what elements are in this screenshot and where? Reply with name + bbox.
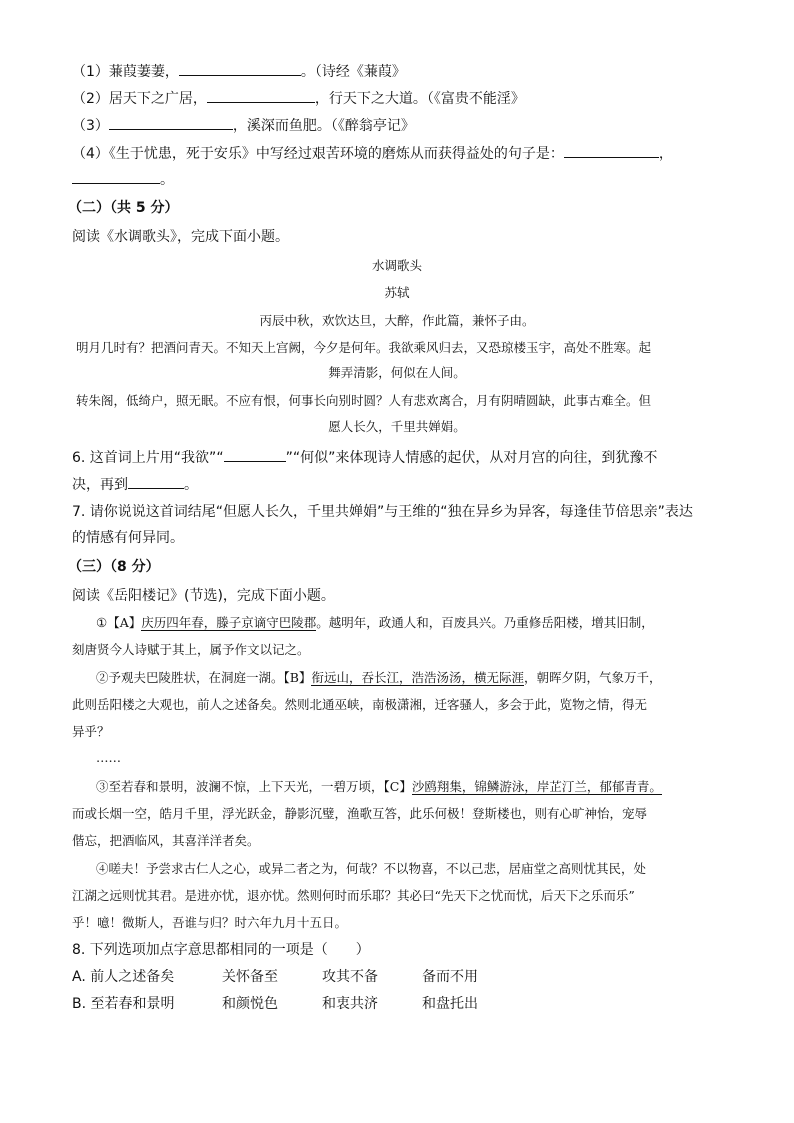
question-8: 8. 下列选项加点字意思都相同的一项是（ ） [72, 942, 370, 958]
q5-3-text: （3） [72, 118, 109, 134]
question-6-line-1 [72, 446, 657, 468]
option-b-item: 和颜悦色 [222, 996, 278, 1012]
passage-line: 江湖之远则忧其君。是进亦忧，退亦忧。然则何时而乐耶？其必曰“先天下之忧而忧，后天下之乐而乐” [72, 888, 635, 903]
underlined-sentence-c: 沙鸥翔集，锦鳞游泳，岸芷汀兰，郁郁青青。 [411, 779, 662, 794]
q5-line-3 [72, 114, 415, 136]
q5-2-source: ，行天下之大道。（《富贵不能淫》 [314, 91, 525, 107]
answer-blank[interactable] [109, 114, 233, 130]
passage-text: ②予观夫巴陵胜状，在洞庭一湖。【B】 [96, 670, 312, 685]
option-a-item: 备而不用 [422, 969, 478, 985]
poem-line: 转朱阁，低绮户，照无眠。不应有恨，何事长向别时圆？人有悲欢离合，月有阴晴圆缺，此事古难全。但 [76, 393, 652, 408]
q5-3-source: ，溪深而鱼肥。（《醉翁亭记》 [232, 118, 415, 134]
passage-text: ，朝晖夕阴，气象万千， [523, 670, 662, 685]
poem-preface: 丙辰中秋，欢饮达旦，大醉，作此篇，兼怀子由。 [259, 313, 535, 328]
passage-line: 而或长烟一空，皓月千里，浮光跃金，静影沉璧，渔歌互答，此乐何极！登斯楼也，则有心旷神怡，宠辱 [72, 806, 648, 821]
q6-text: 。 [184, 477, 198, 493]
passage-line: 异乎？ [72, 724, 110, 739]
poem-line: 明月几时有？把酒问青天。不知天上宫阙，今夕是何年。我欲乘风归去，又恐琼楼玉宇，高处不胜寒。起 [76, 340, 652, 355]
section-2-heading: （二）（共 5 分） [68, 200, 179, 216]
q5-5-end: 。 [160, 172, 174, 188]
option-b-item: 和衷共济 [322, 996, 378, 1012]
question-7-line-2: 的情感有何异同。 [72, 530, 184, 546]
passage-text: ③至若春和景明，波澜不惊，上下天光，一碧万顷，【C】 [96, 779, 412, 794]
option-a-item: 攻其不备 [322, 969, 378, 985]
section-2-intro: 阅读《水调歌头》，完成下面小题。 [72, 229, 289, 245]
section-3-intro: 阅读《岳阳楼记》(节选)，完成下面小题。 [72, 588, 335, 604]
answer-blank[interactable] [564, 142, 659, 158]
q5-1-text: （1）蒹葭萋萋， [72, 64, 179, 80]
passage-line: ④嗟夫！予尝求古仁人之心，或异二者之为，何哉？不以物喜，不以己悲，居庙堂之高则忧其民，处 [96, 861, 647, 876]
poem-line: 愿人长久，千里共婵娟。 [328, 419, 466, 434]
passage-line [96, 777, 662, 797]
passage-text: ①【A】 [96, 615, 142, 630]
underlined-sentence-a: 庆历四年春，滕子京谪守巴陵郡 [141, 615, 317, 630]
passage-line: 此则岳阳楼之大观也，前人之述备矣。然则北通巫峡，南极潇湘，迁客骚人，多会于此，览物之情，得无 [72, 697, 648, 712]
ellipsis: …… [96, 750, 121, 765]
question-6-line-2 [72, 473, 198, 495]
passage-line: 乎！噫！微斯人，吾谁与归？时六年九月十五日。 [72, 915, 348, 930]
passage-text: 。越明年，政通人和，百废具兴。乃重修岳阳楼，增其旧制， [316, 615, 654, 630]
answer-blank[interactable] [72, 168, 160, 184]
q5-4-sep: ， [658, 146, 673, 162]
q6-text: 决，再到 [72, 477, 128, 493]
passage-line: 偕忘，把酒临风，其喜洋洋者矣。 [72, 833, 260, 848]
q5-4-text: （4）《生于忧患，死于安乐》中写经过艰苦环境的磨炼从而获得益处的句子是： [72, 146, 564, 162]
passage-line: 刻唐贤今人诗赋于其上，属予作文以记之。 [72, 642, 310, 657]
passage-line [96, 613, 654, 633]
option-b-item: B. 至若春和景明 [72, 996, 175, 1012]
poem-author: 苏轼 [384, 285, 410, 300]
poem-line: 舞弄清影，何似在人间。 [328, 365, 466, 380]
q5-line-1 [72, 60, 406, 82]
q5-line-5 [72, 168, 174, 190]
option-b[interactable] [72, 994, 478, 1014]
option-a[interactable] [72, 967, 478, 987]
option-a-item: 关怀备至 [222, 969, 278, 985]
passage-line [96, 668, 661, 688]
q5-2-text: （2）居天下之广居， [72, 91, 207, 107]
q5-line-4 [72, 142, 673, 164]
poem-title: 水调歌头 [371, 258, 422, 273]
answer-blank[interactable] [224, 446, 286, 462]
question-7-line-1: 7. 请你说说这首词结尾“但愿人长久，千里共婵娟”与王维的“独在异乡为异客，每逢佳节倍思亲”表达 [72, 504, 693, 520]
answer-blank[interactable] [128, 473, 184, 489]
section-3-heading: （三）（8 分） [68, 559, 160, 575]
underlined-sentence-b: 衔远山，吞长江，浩浩汤汤，横无际涯 [311, 670, 524, 685]
option-b-item: 和盘托出 [422, 996, 478, 1012]
q5-1-source: 。（诗经《蒹葭》 [300, 64, 406, 80]
option-a-item: A. 前人之述备矣 [72, 969, 175, 985]
q6-text: 6. 这首词上片用“我欲”“ [72, 450, 224, 466]
q6-text: ”“何似”来体现诗人情感的起伏，从对月宫的向往，到犹豫不 [285, 450, 658, 466]
answer-blank[interactable] [207, 87, 315, 103]
answer-blank[interactable] [179, 60, 301, 76]
q5-line-2 [72, 87, 525, 109]
